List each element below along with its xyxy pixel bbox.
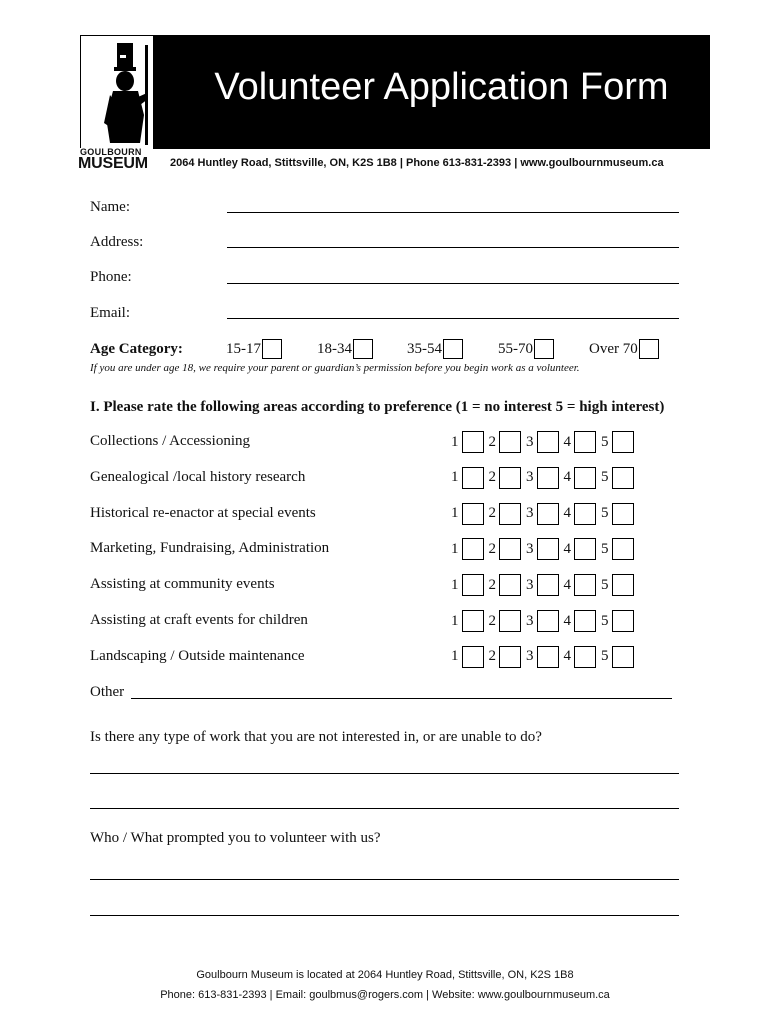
rating-number: 2 (488, 576, 496, 593)
rating-option-4[interactable] (564, 431, 602, 453)
rating-option-2[interactable] (489, 610, 527, 632)
checkbox[interactable] (639, 339, 659, 359)
rating-number: 5 (601, 505, 609, 522)
rating-option-2[interactable] (489, 574, 527, 596)
checkbox[interactable] (574, 467, 596, 489)
checkbox[interactable] (462, 610, 484, 632)
rating-scale (451, 537, 639, 561)
rating-number: 1 (451, 433, 459, 450)
checkbox[interactable] (462, 538, 484, 560)
checkbox[interactable] (574, 646, 596, 668)
rating-option-2[interactable] (489, 431, 527, 453)
rating-option-2[interactable] (489, 467, 527, 489)
checkbox[interactable] (462, 503, 484, 525)
checkbox[interactable] (574, 503, 596, 525)
rating-number: 4 (563, 576, 571, 593)
rating-area-label: Assisting at community events (90, 576, 275, 593)
rating-number: 5 (601, 540, 609, 557)
checkbox[interactable] (574, 610, 596, 632)
rating-number: 1 (451, 576, 459, 593)
checkbox[interactable] (537, 431, 559, 453)
rating-option-1[interactable] (451, 646, 489, 668)
rating-option-5[interactable] (601, 610, 639, 632)
rating-option-3[interactable] (526, 431, 564, 453)
rating-number: 2 (488, 540, 496, 557)
rating-number: 2 (488, 505, 496, 522)
checkbox[interactable] (462, 646, 484, 668)
rating-area-label: Marketing, Fundraising, Administration (90, 540, 330, 557)
rating-option-1[interactable] (451, 467, 489, 489)
rating-number: 2 (488, 433, 496, 450)
checkbox[interactable] (499, 503, 521, 525)
checkbox[interactable] (612, 646, 634, 668)
rating-option-5[interactable] (601, 574, 639, 596)
rating-number: 3 (526, 433, 534, 450)
checkbox[interactable] (612, 574, 634, 596)
rating-scale (451, 645, 639, 669)
rating-option-4[interactable] (564, 646, 602, 668)
rating-scale (451, 430, 639, 454)
checkbox[interactable] (612, 431, 634, 453)
checkbox[interactable] (537, 610, 559, 632)
checkbox[interactable] (612, 538, 634, 560)
age-option-15-17[interactable]: 15-17 (226, 338, 282, 360)
name-field[interactable] (227, 212, 679, 213)
rating-option-3[interactable] (526, 574, 564, 596)
logo-wordmark-top: GOULBOURN (80, 147, 142, 157)
checkbox[interactable] (537, 467, 559, 489)
checkbox[interactable] (262, 339, 282, 359)
footer-address: Goulbourn Museum is located at 2064 Huntley Road, Stittsville, ON, K2S 1B8 (196, 969, 574, 981)
rating-number: 3 (526, 612, 534, 629)
checkbox[interactable] (537, 538, 559, 560)
rating-option-4[interactable] (564, 467, 602, 489)
rating-number: 1 (451, 540, 459, 557)
rating-number: 3 (526, 540, 534, 557)
rating-scale (451, 609, 639, 633)
phone-field[interactable] (227, 283, 679, 284)
rating-number: 2 (488, 612, 496, 629)
rating-option-1[interactable] (451, 431, 489, 453)
checkbox[interactable] (612, 610, 634, 632)
rating-option-4[interactable] (564, 574, 602, 596)
other-field[interactable] (131, 698, 672, 699)
header-banner (153, 35, 710, 149)
checkbox[interactable] (443, 339, 463, 359)
rating-option-4[interactable] (564, 503, 602, 525)
rating-option-5[interactable] (601, 538, 639, 560)
checkbox[interactable] (499, 574, 521, 596)
rating-option-5[interactable] (601, 646, 639, 668)
rating-area-label: Landscaping / Outside maintenance (90, 647, 305, 664)
rating-option-1[interactable] (451, 538, 489, 560)
rating-area-label: Assisting at craft events for children (90, 612, 308, 628)
address-label: Address: (90, 234, 144, 250)
rating-number: 4 (563, 505, 571, 522)
rating-option-5[interactable] (601, 467, 639, 489)
rating-number: 4 (563, 648, 571, 665)
rating-scale (451, 466, 639, 490)
age-option-18-34[interactable]: 18-34 (317, 338, 373, 360)
rating-option-2[interactable] (489, 503, 527, 525)
age-option-55-70[interactable]: 55-70 (498, 338, 554, 360)
checkbox[interactable] (574, 431, 596, 453)
rating-option-3[interactable] (526, 538, 564, 560)
rating-option-1[interactable] (451, 610, 489, 632)
question-prompted: Who / What prompted you to volunteer with us? (90, 830, 381, 846)
section-title: I. Please rate the following areas according to preference (1 = no interest 5 = high interest) (90, 399, 665, 415)
rating-number: 1 (451, 612, 459, 629)
checkbox[interactable] (537, 574, 559, 596)
rating-number: 4 (563, 540, 571, 557)
answer-line[interactable] (90, 915, 679, 916)
rating-option-3[interactable] (526, 467, 564, 489)
age-option-35-54[interactable]: 35-54 (407, 338, 463, 360)
email-field[interactable] (227, 318, 679, 319)
footer-contact: Phone: 613-831-2393 | Email: goulbmus@rogers.com | Website: www.goulbournmuseum.ca (160, 989, 610, 1001)
rating-number: 5 (601, 433, 609, 450)
rating-number: 5 (601, 469, 609, 486)
rating-option-3[interactable] (526, 503, 564, 525)
checkbox[interactable] (499, 431, 521, 453)
rating-number: 5 (601, 648, 609, 665)
rating-number: 5 (601, 576, 609, 593)
rating-number: 2 (488, 469, 496, 486)
answer-line[interactable] (90, 879, 679, 880)
question-unable-work: Is there any type of work that you are not interested in, or are unable to do? (90, 729, 542, 745)
other-label: Other (90, 684, 125, 700)
rating-option-4[interactable] (564, 538, 602, 560)
checkbox[interactable] (499, 538, 521, 560)
answer-line[interactable] (90, 808, 679, 809)
age-option-over-70[interactable]: Over 70 (589, 338, 659, 360)
checkbox[interactable] (574, 574, 596, 596)
rating-area-label: Genealogical /local history research (90, 468, 306, 485)
header-contact: 2064 Huntley Road, Stittsville, ON, K2S 1B8 | Phone 613-831-2393 | www.goulbournmuseum.ca (170, 157, 664, 169)
age-note: If you are under age 18, we require your parent or guardian’s permission before you begin work as a volunteer. (90, 362, 580, 374)
checkbox[interactable] (574, 538, 596, 560)
rating-option-2[interactable] (489, 646, 527, 668)
rating-number: 3 (526, 505, 534, 522)
rating-number: 5 (601, 612, 609, 629)
rating-scale (451, 573, 639, 597)
checkbox[interactable] (612, 467, 634, 489)
checkbox[interactable] (462, 574, 484, 596)
rating-number: 4 (563, 433, 571, 450)
rating-option-4[interactable] (564, 610, 602, 632)
age-category-label: Age Category: (90, 341, 183, 357)
rating-number: 4 (563, 469, 571, 486)
rating-number: 1 (451, 648, 459, 665)
checkbox[interactable] (537, 646, 559, 668)
checkbox[interactable] (462, 431, 484, 453)
rating-area-label: Historical re-enactor at special events (90, 504, 316, 521)
rating-number: 1 (451, 469, 459, 486)
rating-number: 4 (563, 612, 571, 629)
name-label: Name: (90, 199, 130, 215)
checkbox[interactable] (537, 503, 559, 525)
rating-area-label: Collections / Accessioning (90, 433, 250, 449)
rating-number: 3 (526, 648, 534, 665)
logo-wordmark-bottom: MUSEUM (78, 155, 148, 172)
rating-number: 2 (488, 648, 496, 665)
address-field[interactable] (227, 247, 679, 248)
rating-option-5[interactable] (601, 431, 639, 453)
checkbox[interactable] (353, 339, 373, 359)
checkbox[interactable] (499, 610, 521, 632)
rating-scale (451, 502, 639, 526)
rating-option-2[interactable] (489, 538, 527, 560)
checkbox[interactable] (499, 646, 521, 668)
email-label: Email: (90, 305, 130, 321)
phone-label: Phone: (90, 269, 132, 285)
rating-number: 3 (526, 576, 534, 593)
rating-option-1[interactable] (451, 503, 489, 525)
rating-option-3[interactable] (526, 610, 564, 632)
rating-option-3[interactable] (526, 646, 564, 668)
checkbox[interactable] (499, 467, 521, 489)
rating-number: 3 (526, 469, 534, 486)
rating-option-1[interactable] (451, 574, 489, 596)
rating-number: 1 (451, 505, 459, 522)
answer-line[interactable] (90, 773, 679, 774)
checkbox[interactable] (534, 339, 554, 359)
rating-option-5[interactable] (601, 503, 639, 525)
form-title: Volunteer Application Form (214, 66, 669, 108)
checkbox[interactable] (462, 467, 484, 489)
checkbox[interactable] (612, 503, 634, 525)
